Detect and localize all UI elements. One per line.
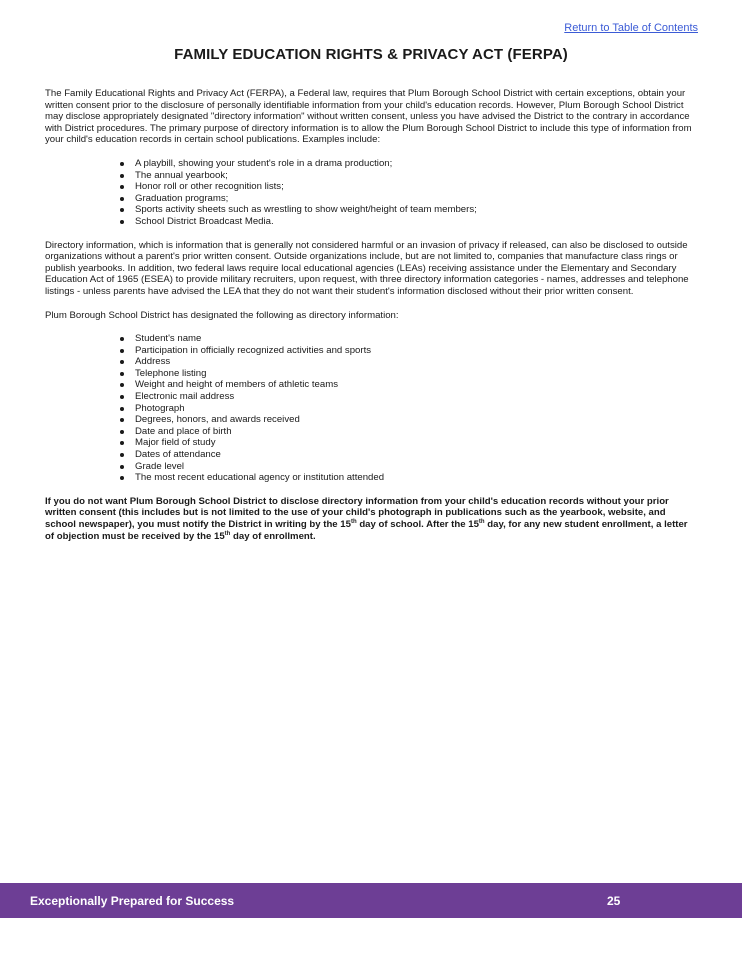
directory-info-paragraph: Directory information, which is information that is generally not considered harmful or an invasion of privacy if released, can also be disclosed to outside organizations without a parent's prior written consent. Outside organizations include, but are not limited to, companies that manufacture class rings or publish yearbooks. In addition, two federal laws require local educational agencies (LEAs) receiving assistance under the Elementary and Secondary Education Act of 1965 (ESEA) to provide military recruiters, upon request, with three directory information categories - names, addresses and telephone listings - unless parents have advised the LEA that they do not want their student's information disclosed without their prior written consent. (45, 239, 689, 297)
directory-items-list (45, 333, 698, 484)
notice-text-2: day of school. After the 15 (356, 519, 479, 530)
list-item: The annual yearbook; (135, 170, 698, 182)
list-item: The most recent educational agency or institution attended (135, 472, 698, 484)
list-item: Sports activity sheets such as wrestling to show weight/height of team members; (135, 204, 698, 216)
footer-bar (0, 883, 742, 918)
page-number: 25 (607, 894, 621, 908)
list-item: Degrees, honors, and awards received (135, 414, 698, 426)
examples-list (45, 158, 698, 228)
list-item: School District Broadcast Media. (135, 216, 698, 228)
list-item: Weight and height of members of athletic teams (135, 379, 698, 391)
list-item: Address (135, 356, 698, 368)
list-item: A playbill, showing your student's role in a drama production; (135, 158, 698, 170)
footer-slogan: Exceptionally Prepared for Success (30, 894, 235, 908)
ordinal-suffix: th (350, 519, 357, 525)
ordinal-suffix: th (478, 519, 485, 525)
list-item: Honor roll or other recognition lists; (135, 181, 698, 193)
list-item: Telephone listing (135, 368, 698, 380)
list-item: Photograph (135, 403, 698, 415)
page-title: FAMILY EDUCATION RIGHTS & PRIVACY ACT (FERPA) (174, 46, 568, 63)
list-item: Major field of study (135, 437, 698, 449)
document-body (45, 88, 698, 554)
designated-intro: Plum Borough School District has designated the following as directory information: (45, 309, 399, 321)
list-item: Date and place of birth (135, 426, 698, 438)
notice-text-1: If you do not want Plum Borough School District to disclose directory information from your child's education records without your prior written consent (this includes but is not limited to the use of your child's photograph in publications such as the yearbook, website, and school newspaper), you must notify the District in writing by the 15 (45, 495, 669, 530)
ordinal-suffix: th (224, 530, 231, 537)
list-item: Participation in officially recognized activities and sports (135, 345, 698, 357)
list-item: Student's name (135, 333, 698, 345)
list-item: Dates of attendance (135, 449, 698, 461)
return-to-toc-link[interactable]: Return to Table of Contents (564, 22, 698, 34)
opt-out-notice (45, 496, 698, 542)
notice-text-4: day of enrollment. (230, 530, 316, 542)
list-item: Electronic mail address (135, 391, 698, 403)
notice-text-3: day, for any new student enrollment, a letter of objection must be received by the 15 (45, 519, 688, 542)
list-item: Grade level (135, 461, 698, 473)
intro-paragraph: The Family Educational Rights and Privacy Act (FERPA), a Federal law, requires that Plum Borough School District with certain exceptions, obtain your written consent prior to the disclosure of personally identifiable information from your child's education records. However, Plum Borough School District may disclose appropriately designated "directory information" without written consent, unless you have advised the District to the contrary in accordance with District procedures. The primary purpose of directory information is to allow the Plum Borough School District to include this type of information from your child's education records in certain school publications. Examples include: (45, 88, 692, 146)
list-item: Graduation programs; (135, 193, 698, 205)
